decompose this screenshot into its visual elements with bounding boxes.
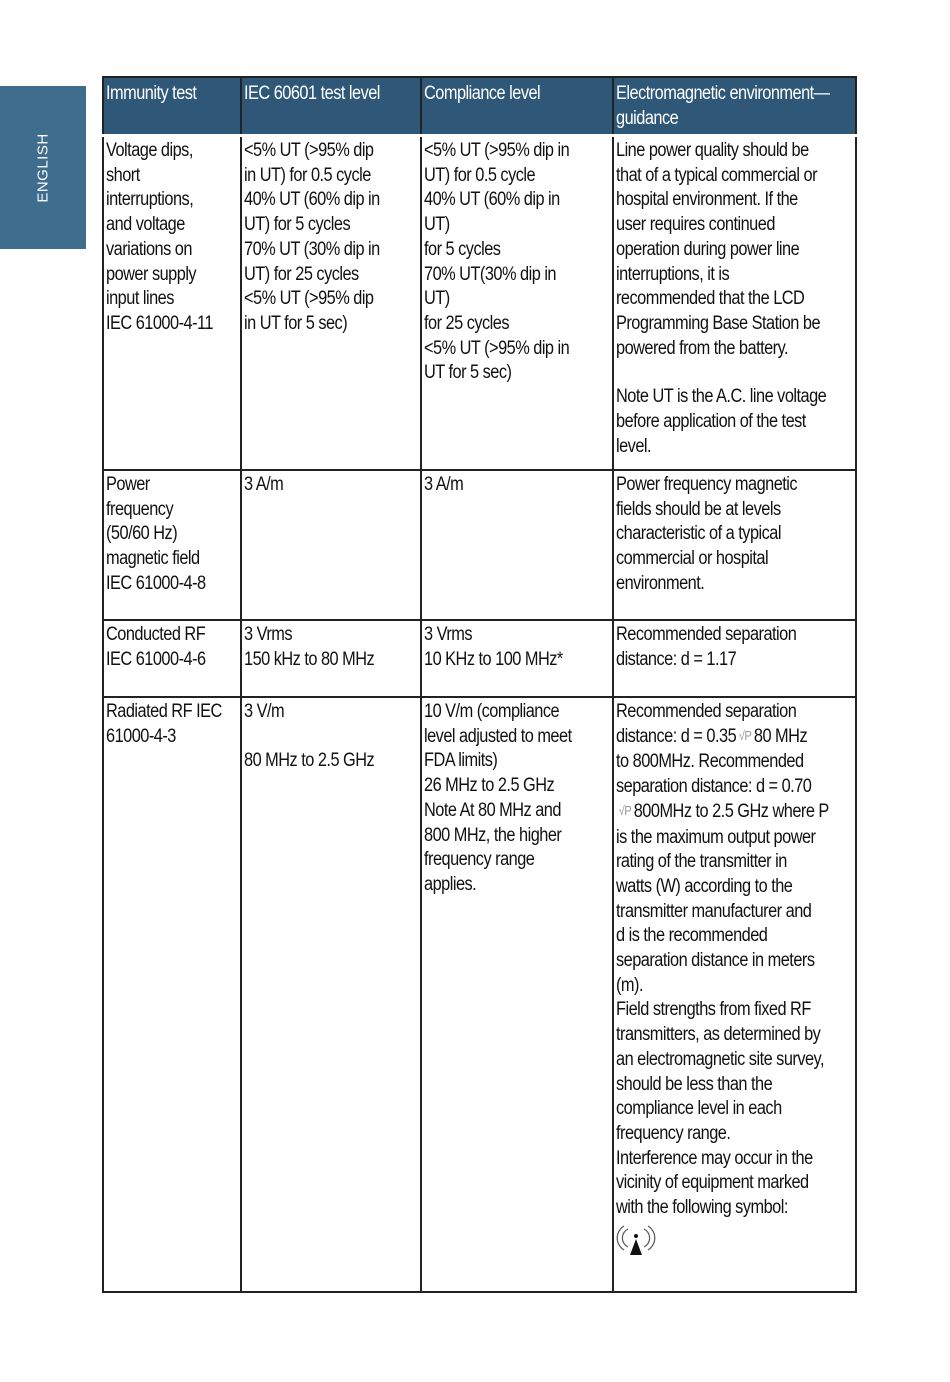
table-row: [103, 136, 856, 471]
header-iec-level: IEC 60601 test level: [241, 77, 421, 136]
cell-compliance-level: 10 V/m (compliance level adjusted to meet FDA limits) 26 MHz to 2.5 GHz Note At 80 MHz and 800 MHz, the higher frequency range applies.: [421, 697, 613, 1292]
cell-iec-level: <5% UT (>95% dip in UT) for 0.5 cycle 40% UT (60% dip in UT) for 5 cycles 70% UT (30% dip in UT) for 25 cycles <5% UT (>95% dip in UT for 5 sec): [241, 136, 421, 471]
cell-iec-level: 3 A/m: [241, 470, 421, 620]
table-row: [103, 697, 856, 1292]
header-guidance: Electromagnetic environment—guidance: [613, 77, 856, 136]
cell-compliance-level: 3 A/m: [421, 470, 613, 620]
cell-compliance-level: <5% UT (>95% dip in UT) for 0.5 cycle 40% UT (60% dip in UT) for 5 cycles 70% UT(30% dip in UT) for 25 cycles <5% UT (>95% dip in UT for 5 sec): [421, 136, 613, 471]
cell-compliance-level: 3 Vrms 10 KHz to 100 MHz*: [421, 620, 613, 697]
immunity-table: [102, 76, 857, 1293]
cell-guidance: Recommended separation distance: d = 1.17: [613, 620, 856, 697]
cell-immunity-test: Radiated RF IEC 61000-4-3: [103, 697, 241, 1292]
cell-guidance: Power frequency magnetic fields should be at levels characteristic of a typical commercial or hospital environment.: [613, 470, 856, 620]
cell-iec-level: 3 V/m 80 MHz to 2.5 GHz: [241, 697, 421, 1292]
cell-immunity-test: Voltage dips, short interruptions, and voltage variations on power supply input lines IEC 61000-4-11: [103, 136, 241, 471]
cell-guidance: Recommended separation distance: d = 0.35 √P 80 MHz to 800MHz. Recommended separation distance: d = 0.70 √P 800MHz to 2.5 GHz where P is the maximum output power rating of the transmitter in watts (W) according to the transmitter manufacturer and d is the recommended separation distance in meters (m). Field strengths from fixed RF transmitters, as determined by an electromagnetic site survey, should be less than the compliance level in each frequency range. Interference may occur in the vicinity of equipment marked with the following symbol:: [613, 697, 856, 1292]
header-compliance-level: Compliance level: [421, 77, 613, 136]
guidance-frequency-text: 800MHz to 2.5 GHz where P: [633, 800, 829, 822]
immunity-table-container: [102, 76, 857, 1293]
non-ionizing-radiation-icon: [616, 1223, 853, 1265]
sqrt-p-icon: √P: [618, 802, 632, 818]
language-tab-label: ENGLISH: [34, 133, 52, 203]
table-row: [103, 620, 856, 697]
language-tab: [0, 86, 86, 249]
sqrt-p-icon: √P: [738, 727, 752, 743]
guidance-frequency-text: 80 MHz: [753, 725, 808, 747]
header-immunity-test: Immunity test: [103, 77, 241, 136]
cell-guidance: Line power quality should be that of a typical commercial or hospital environment. If the user requires continued operation during power line interruptions, it is recommended that the LCD Programming Base Station be powered from the battery. Note UT is the A.C. line voltage before application of the test level.: [613, 136, 856, 471]
guidance-distance-text: distance: d = 0.35: [616, 725, 737, 747]
cell-immunity-test: Conducted RF IEC 61000-4-6: [103, 620, 241, 697]
table-row: [103, 470, 856, 620]
cell-iec-level: 3 Vrms 150 kHz to 80 MHz: [241, 620, 421, 697]
cell-immunity-test: Power frequency (50/60 Hz) magnetic field IEC 61000-4-8: [103, 470, 241, 620]
table-header-row: [103, 77, 856, 136]
